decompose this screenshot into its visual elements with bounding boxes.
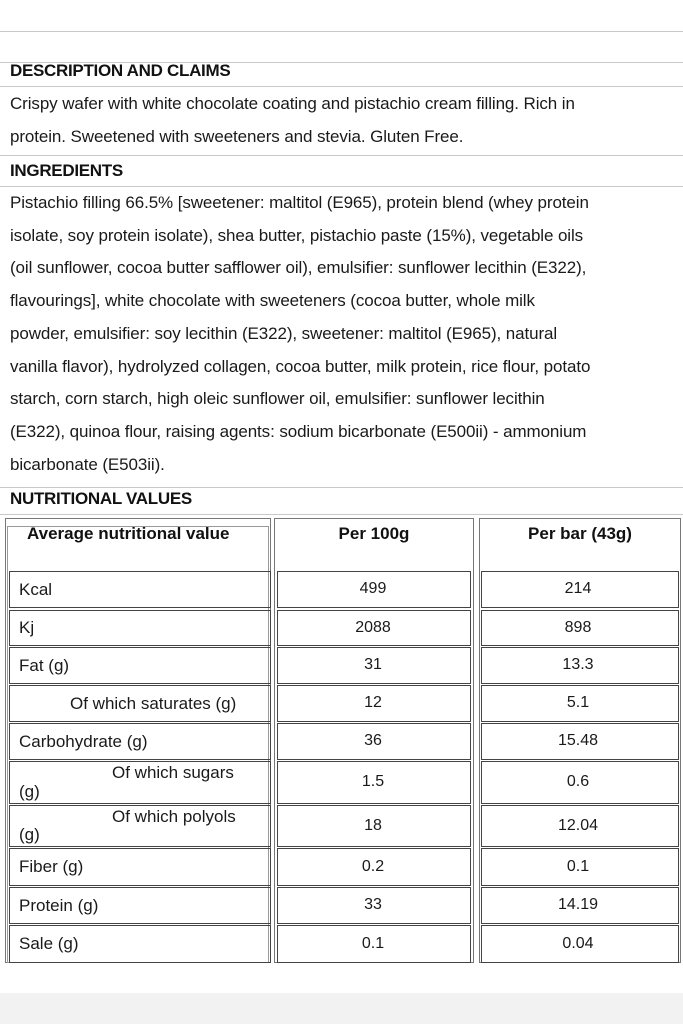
column-header: Per 100g [338, 524, 410, 543]
table-row [5, 610, 681, 646]
per-100g-value: 31 [364, 656, 382, 673]
per-100g-value: 0.1 [361, 935, 385, 952]
per-bar-value: 14.19 [557, 896, 599, 913]
nutrition-table [5, 518, 681, 966]
per-100g-value: 0.2 [361, 858, 385, 875]
per-100g-value: 18 [364, 817, 382, 834]
description-line: Crispy wafer with white chocolate coating and pistachio cream filling. Rich in [10, 94, 575, 113]
table-row [5, 848, 681, 886]
nutrient-label: Of which saturates (g) [70, 694, 237, 713]
ingredients-line: powder, emulsifier: soy lecithin (E322), sweetener: maltitol (E965), natural [10, 323, 558, 343]
table-row [5, 685, 681, 722]
ingredients-text [10, 187, 670, 481]
ingredients-line: isolate, soy protein isolate), shea butter, pistachio paste (15%), vegetable oils [10, 225, 584, 245]
ingredients-line: starch, corn starch, high oleic sunflower oil, emulsifier: sunflower lecithin [10, 389, 545, 409]
table-row [5, 925, 681, 963]
divider [0, 155, 683, 156]
nutrient-label: Protein (g) [19, 896, 99, 915]
ingredients-line: Pistachio filling 66.5% [sweetener: maltitol (E965), protein blend (whey protein [10, 193, 589, 212]
description-line: protein. Sweetened with sweeteners and stevia. Gluten Free. [10, 127, 464, 146]
per-100g-value: 1.5 [361, 773, 385, 790]
table-cell [9, 610, 271, 646]
nutrient-label: Kcal [19, 580, 53, 599]
table-row [5, 887, 681, 924]
nutrient-label: Carbohydrate (g) [19, 732, 148, 751]
divider [0, 31, 683, 32]
table-row [5, 761, 681, 804]
per-bar-value: 898 [564, 619, 592, 636]
per-bar-value: 13.3 [562, 656, 594, 673]
nutrient-label: Kj [19, 618, 35, 637]
ingredients-line: bicarbonate (E503ii). [10, 454, 165, 474]
footer-band [0, 993, 683, 1024]
description-heading: DESCRIPTION AND CLAIMS [10, 61, 231, 80]
per-bar-value: 15.48 [557, 732, 599, 749]
ingredients-heading: INGREDIENTS [10, 161, 123, 180]
nutrition-heading: NUTRITIONAL VALUES [10, 489, 192, 508]
table-row [5, 571, 681, 608]
per-bar-value: 0.6 [566, 773, 590, 790]
per-bar-value: 0.04 [562, 935, 594, 952]
divider [0, 487, 683, 488]
table-row [5, 647, 681, 684]
description-text [10, 87, 670, 153]
nutrient-label: Of which sugars [112, 763, 234, 782]
per-100g-value: 36 [364, 732, 382, 749]
table-row [5, 805, 681, 847]
per-100g-value: 499 [359, 580, 387, 597]
ingredients-line: vanilla flavor), hydrolyzed collagen, cocoa butter, milk protein, rice flour, potato [10, 356, 591, 376]
ingredients-line: (E322), quinoa flour, raising agents: sodium bicarbonate (E500ii) - ammonium [10, 421, 587, 441]
nutrient-label: Sale (g) [19, 934, 79, 953]
nutrient-label-unit: (g) [19, 782, 40, 801]
divider [0, 514, 683, 515]
per-bar-value: 12.04 [557, 817, 599, 834]
per-bar-value: 214 [564, 580, 592, 597]
column-header: Average nutritional value [27, 524, 230, 543]
ingredients-line: (oil sunflower, cocoa butter safflower oil), emulsifier: sunflower lecithin (E322), [10, 258, 587, 278]
per-100g-value: 2088 [355, 619, 391, 636]
column-header: Per bar (43g) [528, 524, 632, 543]
nutrient-label: Fiber (g) [19, 857, 84, 876]
nutrient-label-unit: (g) [19, 825, 40, 844]
per-bar-value: 0.1 [566, 858, 590, 875]
nutrient-label: Fat (g) [19, 656, 70, 675]
per-100g-value: 12 [364, 694, 382, 711]
table-row [5, 723, 681, 760]
ingredients-line: flavourings], white chocolate with sweeteners (cocoa butter, whole milk [10, 291, 535, 311]
per-100g-value: 33 [364, 896, 382, 913]
nutrient-label: Of which polyols [112, 807, 236, 826]
per-bar-value: 5.1 [566, 694, 590, 711]
